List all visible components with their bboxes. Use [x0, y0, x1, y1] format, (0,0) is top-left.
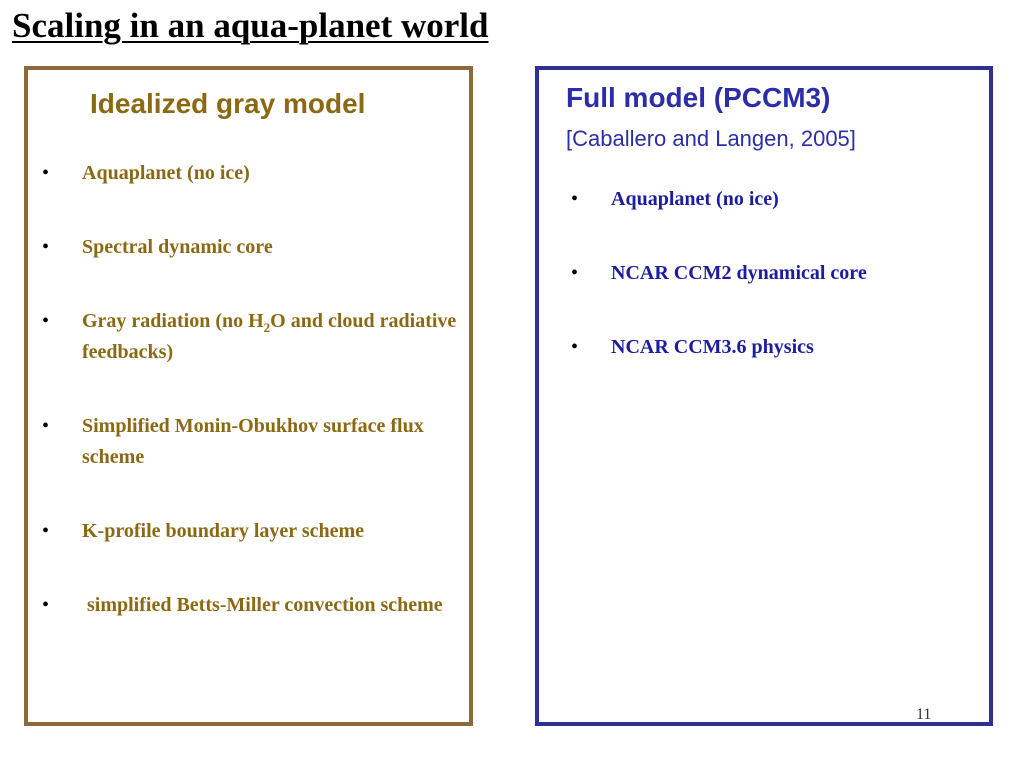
bullet-icon: • — [42, 162, 50, 184]
bullet-icon: • — [42, 236, 50, 258]
idealized-model-panel — [24, 66, 473, 726]
right-bullet-list — [571, 184, 981, 406]
list-item-text: NCAR CCM2 dynamical core — [611, 262, 867, 284]
full-model-panel — [535, 66, 993, 726]
list-item-text: K-profile boundary layer scheme — [82, 520, 365, 542]
list-item — [571, 332, 981, 363]
bullet-icon: • — [42, 310, 50, 332]
bullet-icon: • — [571, 336, 579, 358]
list-item-text — [82, 310, 456, 363]
list-item-text: NCAR CCM3.6 physics — [611, 336, 814, 358]
list-item — [571, 184, 981, 215]
bullet-icon: • — [571, 262, 579, 284]
list-item — [42, 411, 467, 473]
list-item-text: Aquaplanet (no ice) — [82, 162, 250, 184]
list-item — [42, 306, 467, 368]
list-item-text: Aquaplanet (no ice) — [611, 188, 779, 210]
bullet-icon: • — [42, 520, 50, 542]
bullet-icon: • — [42, 415, 50, 437]
slide-title: Scaling in an aqua-planet world — [12, 6, 489, 45]
list-item-text: Spectral dynamic core — [82, 236, 273, 258]
subscript: 2 — [263, 320, 271, 335]
list-item — [42, 516, 467, 547]
left-bullet-list — [42, 158, 467, 664]
right-panel-heading: Full model (PCCM3) — [566, 82, 831, 113]
bullet-icon: • — [42, 594, 50, 616]
left-panel-heading: Idealized gray model — [90, 88, 366, 119]
list-item — [42, 158, 467, 189]
bullet-icon: • — [571, 188, 579, 210]
list-item — [571, 258, 981, 289]
right-panel-citation: [Caballero and Langen, 2005] — [566, 126, 856, 151]
list-item-text-part: O and cloud radiative feedbacks) — [82, 310, 457, 363]
list-item-text: simplified Betts-Miller convection scheme — [82, 594, 443, 616]
page-number: 11 — [916, 706, 932, 723]
list-item-text: Simplified Monin-Obukhov surface flux scheme — [82, 415, 424, 468]
list-item-text-part: Gray radiation (no H — [82, 310, 264, 332]
list-item — [42, 590, 467, 621]
list-item — [42, 232, 467, 263]
